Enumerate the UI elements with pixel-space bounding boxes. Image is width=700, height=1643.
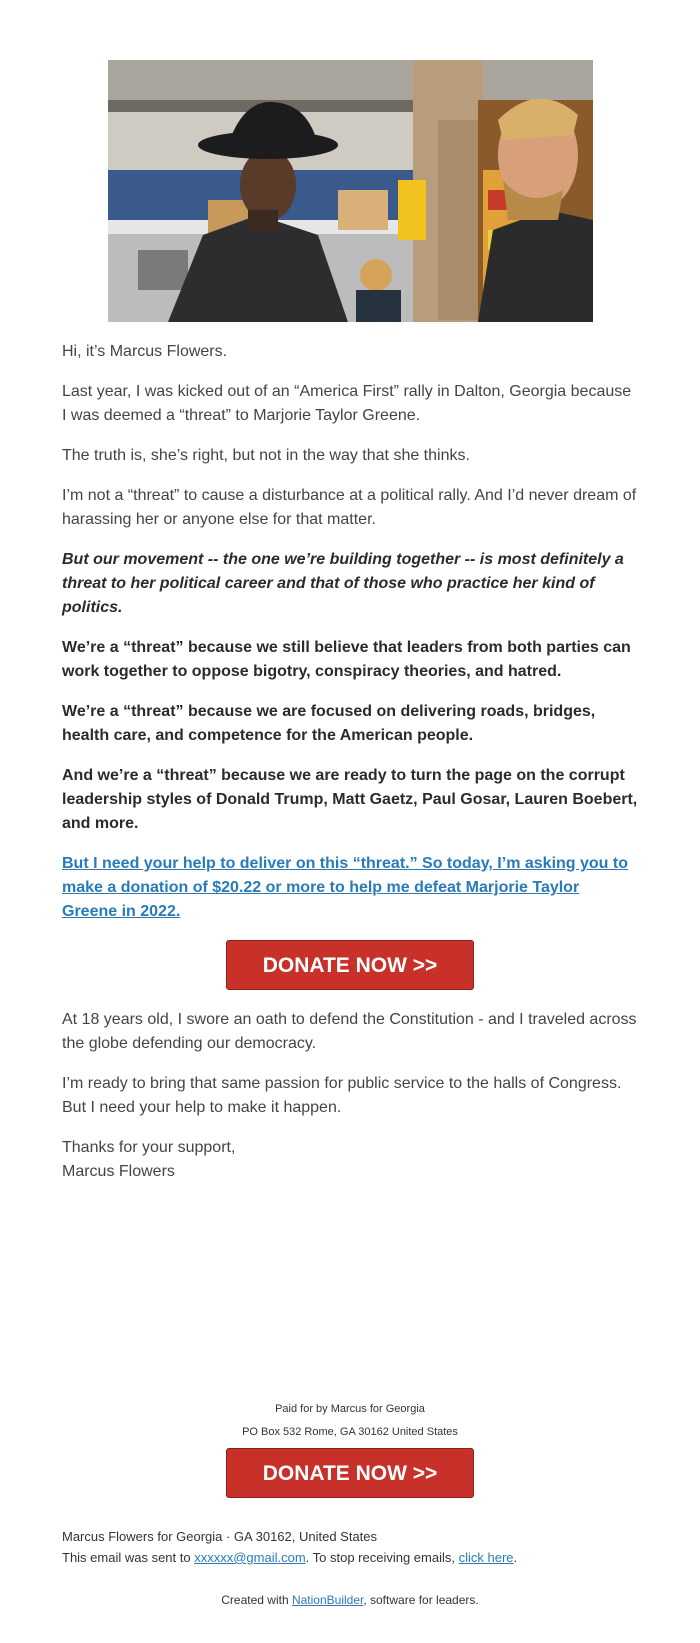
signoff-text: Thanks for your support,	[62, 1139, 236, 1156]
paid-for-line: Paid for by Marcus for Georgia	[275, 1403, 425, 1415]
org-line: Marcus Flowers for Georgia · GA 30162, United States	[62, 1529, 378, 1544]
email-body	[62, 0, 638, 1184]
paragraph-oath: At 18 years old, I swore an oath to defend the Constitution - and I traveled across the globe defending our democracy.	[62, 1011, 637, 1052]
paragraph-not-threat: I’m not a “threat” to cause a disturbance at a political rally. And I’d never dream of harassing her or anyone else for that matter.	[62, 487, 637, 528]
sent-middle: . To stop receiving emails,	[305, 1550, 459, 1565]
greeting: Hi, it’s Marcus Flowers.	[62, 343, 228, 360]
sent-to-line	[62, 1547, 638, 1568]
paragraph-rally: Last year, I was kicked out of an “America First” rally in Dalton, Georgia because I was deemed a “threat” to Marjorie Taylor Greene.	[62, 383, 632, 424]
sent-prefix: This email was sent to	[62, 1550, 195, 1565]
po-box-line: PO Box 532 Rome, GA 30162 United States	[242, 1426, 458, 1438]
sent-suffix: .	[513, 1550, 518, 1565]
created-prefix: Created with	[221, 1593, 292, 1607]
created-with-line	[0, 1593, 700, 1607]
paragraph-truth: The truth is, she’s right, but not in the way that she thinks.	[62, 447, 470, 464]
donate-button-container	[62, 940, 638, 990]
footer-donate-button[interactable]: DONATE NOW >>	[226, 1448, 474, 1498]
signoff	[62, 1136, 638, 1184]
donation-ask-link[interactable]: But I need your help to deliver on this “threat.” So today, I’m asking you to make a donation of $20.22 or more to help me defeat Marjorie Taylor Greene in 2022.	[62, 855, 628, 920]
paragraph-movement: But our movement -- the one we’re building together -- is most definitely a threat to her political career and that of those who practice her kind of politics.	[62, 551, 624, 616]
photo-image	[108, 60, 593, 322]
created-suffix: , software for leaders.	[363, 1593, 479, 1607]
paragraph-threat-3: And we’re a “threat” because we are ready to turn the page on the corrupt leadership styles of Donald Trump, Matt Gaetz, Paul Gosar, Lauren Boebert, and more.	[62, 767, 638, 832]
footer-address-block	[62, 1498, 638, 1568]
footer	[0, 1401, 700, 1607]
footer-donate-container	[0, 1448, 700, 1498]
donation-ask-paragraph	[62, 852, 638, 924]
paragraph-threat-2: We’re a “threat” because we are focused on delivering roads, bridges, health care, and competence for the American people.	[62, 703, 596, 744]
paragraph-threat-1: We’re a “threat” because we still believe that leaders from both parties can work together to oppose bigotry, conspiracy theories, and hatred.	[62, 639, 631, 680]
hero-photo	[108, 60, 593, 322]
signature: Marcus Flowers	[62, 1163, 175, 1180]
nationbuilder-link[interactable]: NationBuilder	[291, 1593, 364, 1607]
recipient-email-link[interactable]: xxxxxx@gmail.com	[194, 1550, 306, 1565]
donate-button[interactable]: DONATE NOW >>	[226, 940, 474, 990]
unsubscribe-link[interactable]: click here	[458, 1550, 514, 1565]
paragraph-congress: I’m ready to bring that same passion for public service to the halls of Congress. But I need your help to make it happen.	[62, 1075, 622, 1116]
paid-for-disclaimer	[0, 1401, 700, 1440]
